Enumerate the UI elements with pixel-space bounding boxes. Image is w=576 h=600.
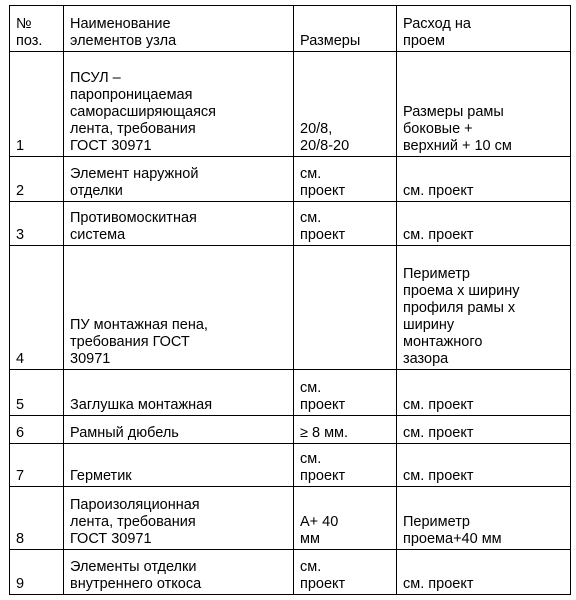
row-position-number: 1 [10,52,64,157]
table-row [10,157,571,201]
row-element-name: Рамный дюбель [64,415,294,443]
row-consumption: Периметр проема+40 мм [397,486,571,550]
header-position-number: № поз. [10,6,64,52]
materials-table [9,5,571,595]
row-element-name: Заглушка монтажная [64,370,294,416]
header-consumption: Расход на проем [397,6,571,52]
table-row [10,550,571,595]
row-dimensions: см. проект [294,201,397,245]
row-element-name: Элемент наружной отделки [64,157,294,201]
row-position-number: 6 [10,415,64,443]
row-dimensions [294,246,397,370]
row-position-number: 2 [10,157,64,201]
row-position-number: 5 [10,370,64,416]
row-element-name: ПУ монтажная пена, требования ГОСТ 30971 [64,246,294,370]
row-position-number: 8 [10,486,64,550]
row-element-name: Противомоскитная система [64,201,294,245]
row-consumption: см. проект [397,444,571,486]
row-consumption: см. проект [397,157,571,201]
table-row [10,486,571,550]
row-dimensions: ≥ 8 мм. [294,415,397,443]
row-consumption: см. проект [397,370,571,416]
row-consumption: см. проект [397,550,571,595]
row-consumption: Размеры рамы боковые + верхний + 10 см [397,52,571,157]
row-position-number: 7 [10,444,64,486]
table-row [10,52,571,157]
row-dimensions: см. проект [294,444,397,486]
row-element-name: Элементы отделки внутреннего откоса [64,550,294,595]
row-consumption: Периметр проема х ширину профиля рамы х ширину монтажного зазора [397,246,571,370]
header-dimensions: Размеры [294,6,397,52]
table-row [10,201,571,245]
row-consumption: см. проект [397,201,571,245]
row-dimensions: см. проект [294,550,397,595]
row-position-number: 4 [10,246,64,370]
table-row [10,415,571,443]
row-dimensions: А+ 40 мм [294,486,397,550]
row-element-name: Пароизоляционная лента, требования ГОСТ 30971 [64,486,294,550]
row-position-number: 9 [10,550,64,595]
row-dimensions: см. проект [294,370,397,416]
row-position-number: 3 [10,201,64,245]
row-element-name: Герметик [64,444,294,486]
table-row [10,370,571,416]
table-row [10,246,571,370]
row-dimensions: 20/8, 20/8-20 [294,52,397,157]
row-dimensions: см. проект [294,157,397,201]
table-header-row [10,6,571,52]
row-element-name: ПСУЛ – паропроницаемая саморасширяющаяся лента, требования ГОСТ 30971 [64,52,294,157]
table-row [10,444,571,486]
row-consumption: см. проект [397,415,571,443]
header-element-name: Наименование элементов узла [64,6,294,52]
